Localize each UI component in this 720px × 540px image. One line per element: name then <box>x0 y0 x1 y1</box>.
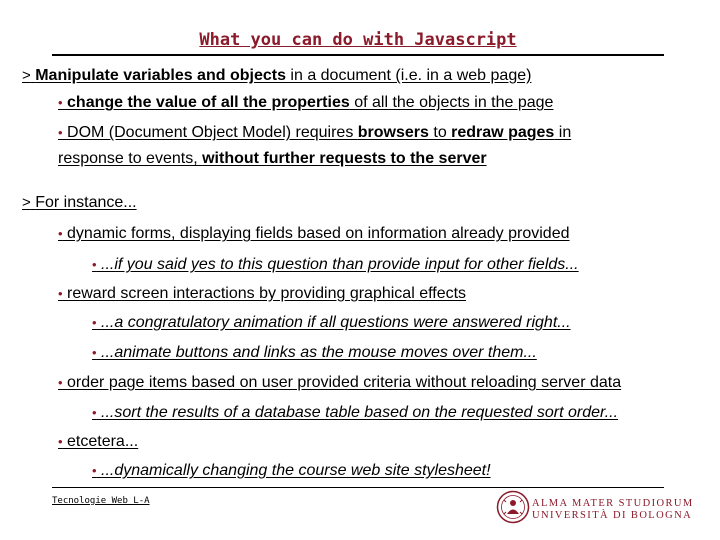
point-animate <box>92 343 537 363</box>
change-bold: change the value of all the properties <box>67 94 350 111</box>
bullet-icon: • <box>58 95 63 110</box>
bullet-icon: • <box>92 345 97 360</box>
point-sort <box>92 403 618 423</box>
bullet-icon: • <box>92 405 97 420</box>
dom-line2-pre: response to events, <box>58 150 203 167</box>
university-name <box>532 498 694 522</box>
etcetera-text: etcetera... <box>67 433 139 450</box>
arrow-icon: > <box>22 67 31 84</box>
change-rest: of all the objects in the page <box>349 94 554 111</box>
point-dom-line1 <box>58 123 571 143</box>
bullet-icon: • <box>92 315 97 330</box>
reward-text: reward screen interactions by providing graphical effects <box>67 285 467 302</box>
manipulate-bold: Manipulate variables and objects <box>35 67 286 84</box>
congrats-text: ...a congratulatory animation if all questions were answered right... <box>101 314 571 331</box>
order-text: order page items based on user provided criteria without reloading server data <box>67 374 622 391</box>
footer-divider <box>52 487 664 488</box>
bullet-icon: • <box>92 257 97 272</box>
point-stylesheet <box>92 461 491 481</box>
title-bar <box>52 28 664 56</box>
university-line1: ALMA MATER STUDIORUM <box>532 498 694 509</box>
point-if-yes <box>92 255 579 275</box>
bullet-icon: • <box>58 434 63 449</box>
stylesheet-text: ...dynamically changing the course web site stylesheet! <box>101 462 491 479</box>
university-seal-icon <box>496 490 530 524</box>
dom-line2-bold: without further requests to the server <box>202 150 487 167</box>
slide-title: What you can do with Javascript <box>199 30 517 50</box>
animate-text: ...animate buttons and links as the mouse moves over them... <box>101 344 537 361</box>
dom-redraw: redraw pages <box>451 124 555 141</box>
point-order <box>58 373 621 393</box>
point-etcetera <box>58 432 138 452</box>
dom-post: in <box>554 124 572 141</box>
bullet-icon: • <box>58 226 63 241</box>
point-instance <box>22 193 137 213</box>
bullet-icon: • <box>58 125 63 140</box>
point-reward <box>58 284 466 304</box>
point-dom-line2 <box>58 149 487 169</box>
university-line2: UNIVERSITÀ DI BOLOGNA <box>532 510 693 521</box>
point-manipulate <box>22 66 531 86</box>
bullet-icon: • <box>58 286 63 301</box>
dom-browsers: browsers <box>357 124 429 141</box>
manipulate-rest: in a document (i.e. in a web page) <box>285 67 532 84</box>
dynamic-forms-text: dynamic forms, displaying fields based on information already provided <box>67 225 570 242</box>
bullet-icon: • <box>58 375 63 390</box>
point-dynamic-forms <box>58 224 570 244</box>
course-label: Tecnologie Web L-A <box>52 496 150 506</box>
if-yes-text: ...if you said yes to this question than provide input for other fields... <box>101 256 579 273</box>
dom-mid: to <box>428 124 452 141</box>
sort-text: ...sort the results of a database table based on the requested sort order... <box>101 404 619 421</box>
arrow-icon: > <box>22 194 31 211</box>
instance-text: For instance... <box>35 194 137 211</box>
point-congrats <box>92 313 571 333</box>
bullet-icon: • <box>92 463 97 478</box>
point-change <box>58 93 553 113</box>
dom-pre: DOM (Document Object Model) requires <box>67 124 358 141</box>
